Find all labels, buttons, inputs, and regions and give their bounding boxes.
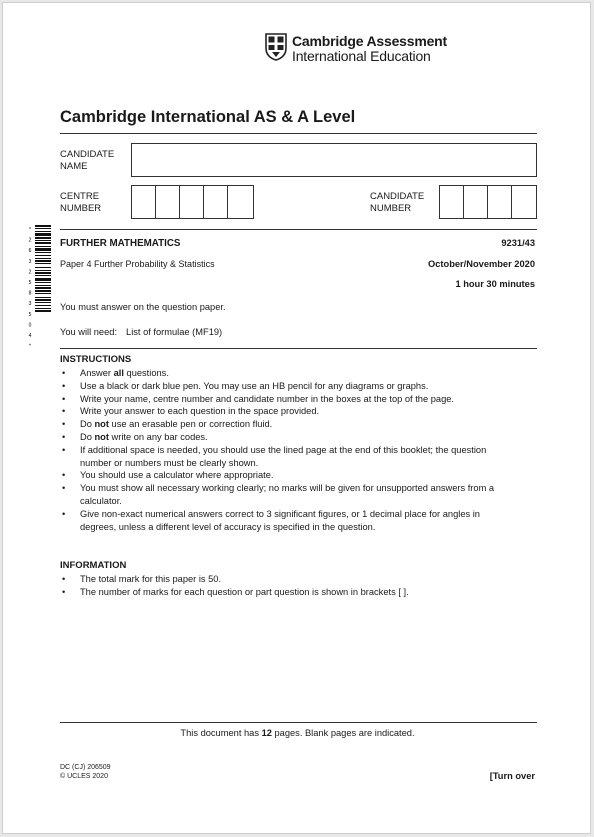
materials-needed: You will need: List of formulae (MF19) bbox=[60, 327, 223, 337]
cambridge-shield-icon bbox=[265, 33, 287, 61]
instruction-item: • You should use a calculator where appropriate. bbox=[60, 469, 540, 482]
barcode-digit: 4 bbox=[28, 333, 32, 339]
instruction-item: • You must show all necessary working clearly; no marks will be given for unsupported answers from a calculator. bbox=[60, 482, 540, 508]
centre-number-label: CENTRE NUMBER bbox=[60, 191, 102, 214]
barcode-digit: 8 bbox=[28, 290, 32, 297]
digit-box[interactable] bbox=[464, 186, 488, 218]
paper-code: 9231/43 bbox=[501, 238, 535, 248]
barcode-digit: * bbox=[29, 227, 31, 233]
digit-box[interactable] bbox=[488, 186, 512, 218]
digit-box[interactable] bbox=[132, 186, 156, 218]
logo-line-2: International Education bbox=[292, 48, 431, 64]
information-item: • The total mark for this paper is 50. bbox=[60, 573, 540, 586]
footer-rule bbox=[60, 722, 537, 723]
candidate-number-field[interactable] bbox=[439, 185, 537, 219]
answer-note: You must answer on the question paper. bbox=[60, 302, 226, 312]
barcode-digit: 3 bbox=[28, 258, 32, 265]
subject-name: FURTHER MATHEMATICS bbox=[60, 238, 181, 249]
digit-box[interactable] bbox=[512, 186, 536, 218]
candidate-name-label: CANDIDATE NAME bbox=[60, 149, 115, 172]
cambridge-logo bbox=[265, 33, 455, 65]
instruction-item: • Write your name, centre number and candidate number in the boxes at the top of the page. bbox=[60, 393, 540, 406]
digit-box[interactable] bbox=[180, 186, 204, 218]
turn-over-note: [Turn over bbox=[489, 771, 535, 781]
barcode-digit: 6 bbox=[28, 248, 32, 255]
candidate-name-field[interactable] bbox=[131, 143, 537, 177]
digit-box[interactable] bbox=[228, 186, 252, 218]
candidate-number-label: CANDIDATE NUMBER bbox=[370, 191, 425, 214]
logo-line-1: Cambridge Assessment bbox=[292, 33, 447, 49]
page-title: Cambridge International AS & A Level bbox=[60, 108, 356, 126]
instruction-item: • Do not use an erasable pen or correction fluid. bbox=[60, 418, 540, 431]
instruction-item: • Give non-exact numerical answers correct to 3 significant figures, or 1 decimal place for angles in degrees, unless a different level of accuracy is specified in the question. bbox=[60, 508, 540, 534]
barcode bbox=[27, 225, 51, 350]
header-rule bbox=[60, 229, 537, 230]
barcode-digit: 3 bbox=[28, 301, 32, 308]
exam-session: October/November 2020 bbox=[428, 259, 535, 269]
barcode-digit: 2 bbox=[28, 237, 32, 244]
instructions-list bbox=[60, 367, 540, 533]
instruction-item: • Answer all questions. bbox=[60, 367, 540, 380]
barcode-digit: 2 bbox=[28, 269, 32, 276]
centre-number-field[interactable] bbox=[131, 185, 254, 219]
instructions-heading: INSTRUCTIONS bbox=[60, 354, 132, 365]
digit-box[interactable] bbox=[204, 186, 228, 218]
information-item: • The number of marks for each question or part question is shown in brackets [ ]. bbox=[60, 586, 540, 599]
digit-box[interactable] bbox=[156, 186, 180, 218]
barcode-digit: 5 bbox=[28, 280, 32, 286]
information-heading: INFORMATION bbox=[60, 560, 127, 571]
barcode-digit: 0 bbox=[28, 322, 32, 329]
instruction-item: • Write your answer to each question in the space provided. bbox=[60, 405, 540, 418]
page-count-note: This document has 12 pages. Blank pages are indicated. bbox=[180, 728, 415, 738]
instruction-item: • If additional space is needed, you should use the lined page at the end of this booklet; the question number or numbers must be clearly shown. bbox=[60, 444, 540, 470]
digit-box[interactable] bbox=[440, 186, 464, 218]
instruction-item: • Use a black or dark blue pen. You may use an HB pencil for any diagrams or graphs. bbox=[60, 380, 540, 393]
exam-duration: 1 hour 30 minutes bbox=[455, 279, 535, 289]
barcode-digit: * bbox=[29, 343, 31, 350]
paper-title: Paper 4 Further Probability & Statistics bbox=[60, 259, 215, 269]
instructions-rule bbox=[60, 348, 537, 349]
exam-cover-page bbox=[2, 2, 591, 834]
instruction-item: • Do not write on any bar codes. bbox=[60, 431, 540, 444]
document-reference: DC (CJ) 206509 © UCLES 2020 bbox=[60, 764, 111, 780]
information-list bbox=[60, 573, 540, 599]
title-rule bbox=[60, 133, 537, 134]
barcode-digit: 5 bbox=[28, 311, 32, 318]
